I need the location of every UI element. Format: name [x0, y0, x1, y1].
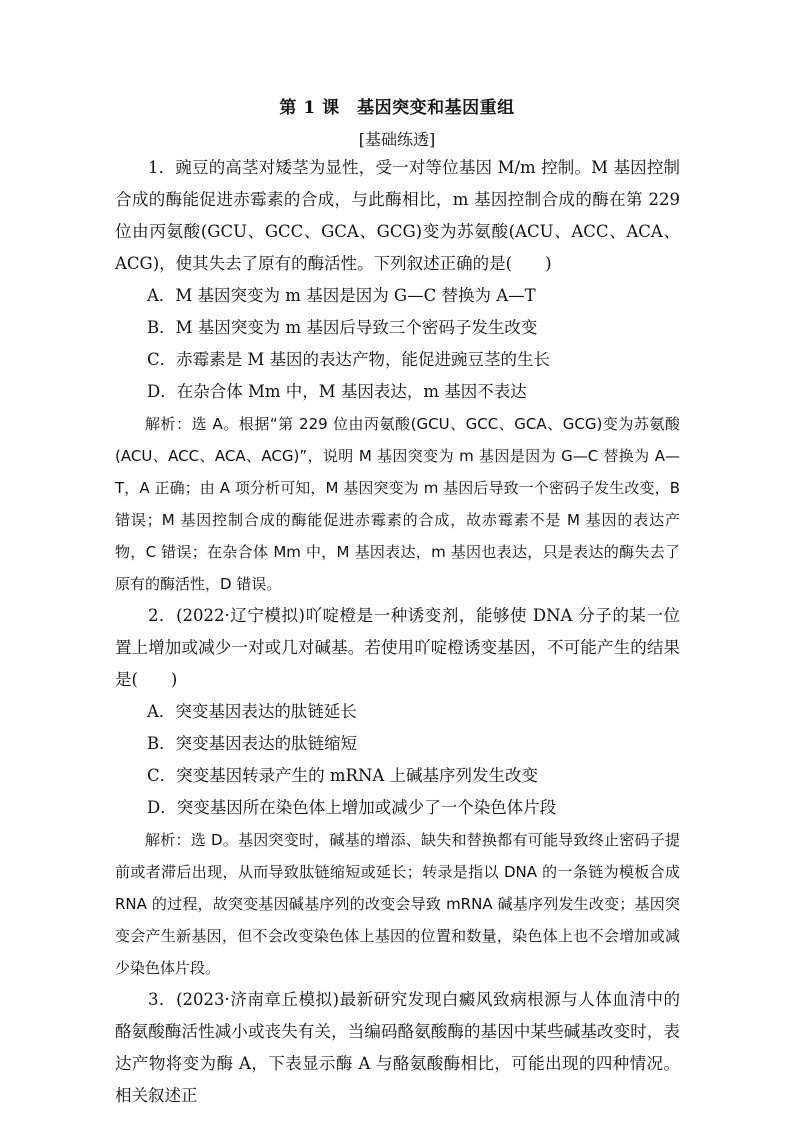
content-body [115, 152, 680, 1112]
question-1-stem: 1．豌豆的高茎对矮茎为显性，受一对等位基因 M/m 控制。M 基因控制合成的酶能促进赤霉素的合成，与此酶相比，m 基因控制合成的酶在第 229 位由丙氨酸(GCU、GCC、GCA、GCG)变为苏氨酸(ACU、ACC、ACA、ACG)，使其失去了原有的酶活性。下列叙述正确的是( ) [115, 158, 680, 273]
question-2-option-d: D．突变基因所在染色体上增加或减少了一个染色体片段 [147, 798, 557, 817]
question-2-analysis: 解析：选 D。基因突变时，碱基的增添、缺失和替换都有可能导致终止密码子提前或者滞后出现，从而导致肽链缩短或延长；转录是指以 DNA 的一条链为模板合成 RNA 的过程，故突变基因碱基序列的改变会导致 mRNA 碱基序列发生改变；基因突变会产生新基因，但不会改变染色体上基因的位置和数量，染色体上也不会增加或减少染色体片段。 [115, 831, 680, 977]
question-2-option-b: B．突变基因表达的肽链缩短 [147, 734, 358, 753]
question-3-stem: 3．(2023·济南章丘模拟)最新研究发现白癜风致病根源与人体血清中的酪氨酸酶活性减小或丧失有关，当编码酪氨酸酶的基因中某些碱基改变时，表达产物将变为酶 A，下表显示酶 A 与酪氨酸酶相比，可能出现的四种情况。相关叙述正 [115, 990, 680, 1105]
question-2-option-a: A．突变基因表达的肽链延长 [147, 702, 357, 721]
question-1-option-c: C．赤霉素是 M 基因的表达产物，能促进豌豆茎的生长 [147, 350, 551, 369]
question-2-option-c: C．突变基因转录产生的 mRNA 上碱基序列发生改变 [147, 766, 539, 785]
section-subtitle: [基础练透] [358, 130, 436, 149]
question-1-option-b: B．M 基因突变为 m 基因后导致三个密码子发生改变 [147, 318, 538, 337]
question-1-option-d: D．在杂合体 Mm 中，M 基因表达，m 基因不表达 [147, 382, 527, 401]
page-title: 第 1 课 基因突变和基因重组 [279, 98, 515, 118]
question-1-option-a: A．M 基因突变为 m 基因是因为 G—C 替换为 A—T [147, 286, 536, 305]
question-2-stem: 2．(2022·辽宁模拟)吖啶橙是一种诱变剂，能够使 DNA 分子的某一位置上增加或减少一对或几对碱基。若使用吖啶橙诱变基因，不可能产生的结果是( ) [115, 606, 680, 689]
question-1-analysis: 解析：选 A。根据“第 229 位由丙氨酸(GCU、GCC、GCA、GCG)变为苏氨酸(ACU、ACC、ACA、ACG)”，说明 M 基因突变为 m 基因是因为 G—C 替换为 A—T，A 正确；由 A 项分析可知，M 基因突变为 m 基因后导致一个密码子发生改变，B 错误；M 基因控制合成的酶能促进赤霉素的合成，故赤霉素不是 M 基因的表达产物，C 错误；在杂合体 Mm 中，M 基因表达，m 基因也表达，只是表达的酶失去了原有的酶活性，D 错误。 [115, 415, 680, 593]
